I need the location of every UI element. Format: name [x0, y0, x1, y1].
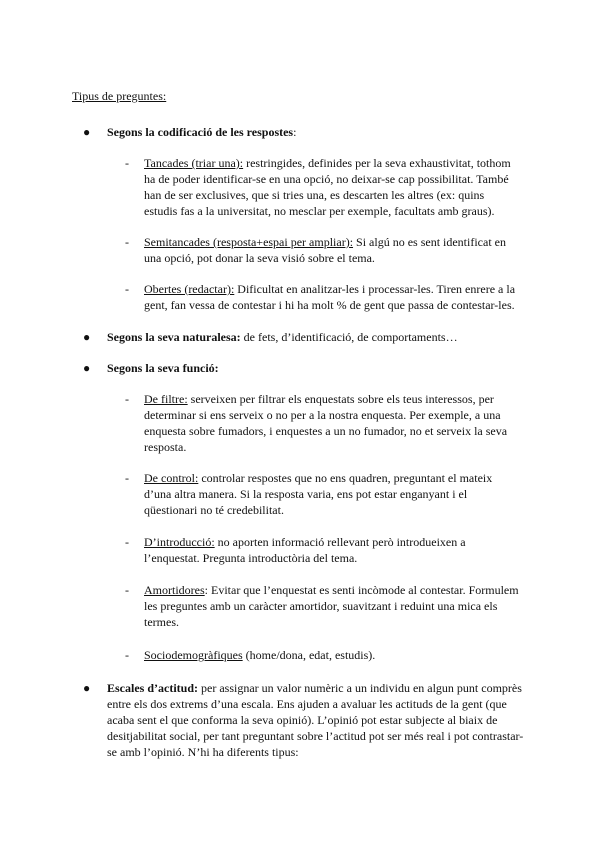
item-term: D’introducció: — [144, 535, 215, 549]
dash-marker: - — [125, 282, 129, 296]
bullet-dot: ● — [83, 681, 91, 695]
item-text: Si algú no es sent identificat en una opció, pot donar la seva visió sobre el tema. — [144, 235, 506, 265]
item-term: De control: — [144, 471, 199, 485]
bullet-funcio — [83, 360, 533, 376]
dash-marker: - — [125, 156, 129, 170]
dash-marker: - — [125, 392, 129, 406]
item-term: Obertes (redactar): — [144, 282, 235, 296]
item-term: Semitancades (resposta+espai per ampliar): — [144, 235, 354, 249]
section-text: de fets, d’identificació, de comportaments… — [240, 330, 458, 344]
list-item-sociodemografiques — [125, 647, 520, 663]
bullet-codificacio — [83, 124, 533, 140]
bullet-dot: ● — [83, 330, 91, 344]
item-text: (home/dona, edat, estudis). — [242, 648, 376, 662]
item-text: no aporten informació rellevant però introdueixen a l’enquestat. Pregunta introductòria del tema. — [144, 535, 466, 565]
dash-marker: - — [125, 583, 129, 597]
dash-marker: - — [125, 535, 129, 549]
section-heading: Escales d’actitud: — [107, 681, 198, 695]
bullet-dot: ● — [83, 125, 91, 139]
list-item-amortidores — [125, 582, 520, 630]
section-text: : — [293, 125, 297, 139]
bullet-escales — [83, 680, 533, 760]
item-text: Dificultat en analitzar-les i processar-les. Tiren enrere a la gent, fan vessa de contestar i hi ha molt % de gent que passa de contestar-les. — [144, 282, 516, 312]
bullet-dot: ● — [83, 361, 91, 375]
section-heading: Segons la seva naturalesa: — [107, 330, 241, 344]
section-heading: Segons la codificació de les respostes — [107, 125, 294, 139]
dash-marker: - — [125, 471, 129, 485]
bullet-naturalesa — [83, 329, 533, 345]
list-item-introduccio — [125, 534, 520, 566]
item-text: restringides, definides per la seva exhaustivitat, tothom ha de poder identificar-se en una opció, no deixar-se cap possibilitat. També han de ser exclusives, que si tries una, es descarten les altres (ex: quins estudis fas a la universitat, no mesclar per exemple, facultats amb graus). — [144, 156, 511, 218]
item-text: : Evitar que l’enquestat es senti incòmode al contestar. Formulem les preguntes amb un caràcter amortidor, suavitzant i reduint una mica els termes. — [144, 583, 519, 629]
list-item-semitancades — [125, 234, 520, 266]
item-term: Tancades (triar una): — [144, 156, 244, 170]
item-term: Sociodemogràfiques — [144, 648, 243, 662]
dash-marker: - — [125, 235, 129, 249]
item-text: serveixen per filtrar els enquestats sobre els teus interessos, per determinar si ens serveix o no per a la nostra enquesta. Per exemple, a una enquesta sobre fumadors, i enquestes a un no fumador, no et serveix la seva resposta. — [144, 392, 508, 454]
page-title: Tipus de preguntes: — [72, 89, 167, 103]
dash-marker: - — [125, 648, 129, 662]
item-text: controlar respostes que no ens quadren, preguntant el mateix d’una altra manera. Si la resposta varia, ens pot estar enganyant i el qüestionari no té credebilitat. — [144, 471, 493, 517]
list-item-control — [125, 470, 520, 518]
list-item-tancades — [125, 155, 520, 219]
section-text: per assignar un valor numèric a un individu en algun punt comprès entre els dos extrems d’una escala. Ens ajuden a avaluar les actituds de la gent (que acaba sent el que conforma la seva opinió). L’opinió pot estar subjecte al biaix de desitjabilitat social, per tant preguntant sobre l’actitud pot ser més real i pot contrastar-se amb l’opinió. N’hi ha diferents tipus: — [107, 681, 524, 759]
item-term: De filtre: — [144, 392, 188, 406]
item-term: Amortidores — [144, 583, 205, 597]
section-heading: Segons la seva funció: — [107, 361, 219, 375]
list-item-filtre — [125, 391, 520, 455]
list-item-obertes — [125, 281, 520, 313]
